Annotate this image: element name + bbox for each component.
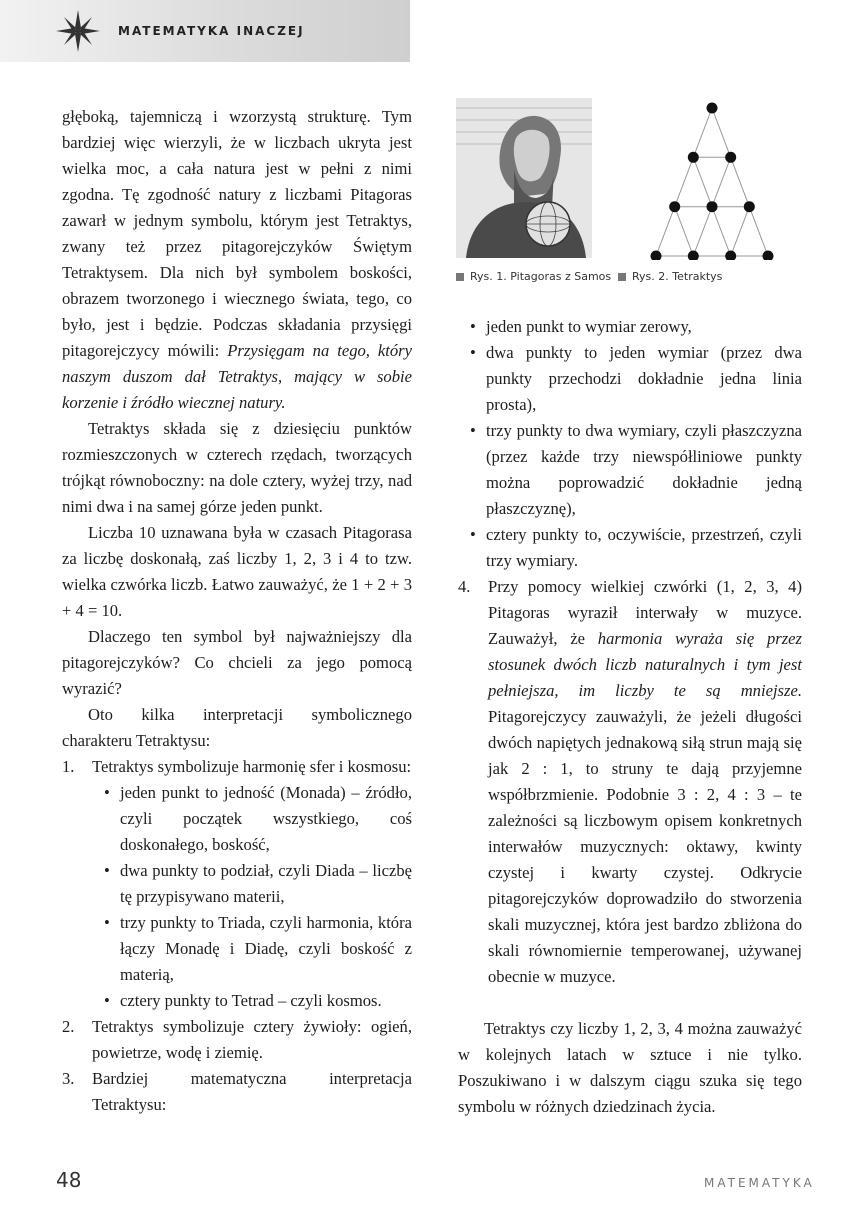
- list-number: 1.: [62, 757, 75, 776]
- tetraktys-point: [688, 152, 699, 163]
- bullet-item: • dwa punkty to jeden wymiar (przez dwa punkty przechodzi dokładnie jedna linia prosta),: [458, 340, 802, 418]
- list-item-4: [458, 574, 802, 990]
- caption-text: Rys. 1. Pitagoras z Samos: [470, 270, 612, 283]
- header-title: MATEMATYKA INACZEJ: [118, 24, 305, 38]
- list-item-text: [488, 574, 802, 990]
- tetraktys-point: [669, 201, 680, 212]
- bullet-text: cztery punkty to, oczywiście, przestrzeń, czyli trzy wymiary.: [486, 525, 802, 570]
- bullet-text: trzy punkty to Triada, czyli harmonia, która łączy Monadę i Diadę, czyli boskość z materią,: [120, 913, 412, 984]
- list-item-text: Bardziej matematyczna interpretacja Tetraktysu:: [92, 1069, 412, 1114]
- list-item-text: Tetraktys symbolizuje cztery żywioły: ogień, powietrze, wodę i ziemię.: [92, 1017, 412, 1062]
- tetraktys-point: [725, 152, 736, 163]
- list-item-3: [62, 1066, 412, 1118]
- bullet-text: jeden punkt to wymiar zerowy,: [486, 317, 692, 336]
- bullet-item: • jeden punkt to jedność (Monada) – źródło, czyli początek wszystkiego, coś doskonałego, boskość,: [92, 780, 412, 858]
- paragraph-structure: Tetraktys składa się z dziesięciu punktów rozmieszczonych w czterech rzędach, tworzących trójkąt równoboczny: na dole cztery, wyżej trzy, nad nimi dwa i na samej górze jeden punkt.: [62, 419, 412, 516]
- bullet-item: • cztery punkty to, oczywiście, przestrzeń, czyli trzy wymiary.: [458, 522, 802, 574]
- list-number: 2.: [62, 1017, 75, 1036]
- tetraktys-point: [725, 251, 736, 261]
- harmony-quote: harmonia wyraża się przez stosunek dwóch liczb naturalnych i tym jest pełniejsza, im liczby te są mniejsze.: [488, 629, 802, 700]
- list-item-2: [62, 1014, 412, 1066]
- paragraph-intro-text: głęboką, tajemniczą i wzorzystą strukturę. Tym bardziej więc wierzyli, że w liczbach ukryta jest wielka moc, a cała natura jest w pełni z nimi zgodna. Tę zgodność natury z liczbami Pitagoras zawarł w jednym symbolu, którym jest Tetraktys, zwany też przez pitagorejczyków Świętym Tetraktysem. Dla nich był symbolem boskości, obrazem tworzonego i wiecznego świata, tego, co było, jest i będzie. Podczas składania przysięgi pitagorejczycy mówili:: [62, 107, 412, 360]
- bullet-text: cztery punkty to Tetrad – czyli kosmos.: [120, 991, 382, 1010]
- running-header: [0, 0, 410, 62]
- bullet-text: dwa punkty to podział, czyli Diada – liczbę tę przypisywano materii,: [120, 861, 412, 906]
- music-text-b: Pitagorejczycy zauważyli, że jeżeli długości dwóch napiętych jednakową siłą strun mają się jak 2 : 1, to struny te dają przyjemne współbrzmienie. Podobnie 3 : 2, 4 : 3 – te zależności są liczbowym opisem konkretnych interwałów muzycznych: oktawy, kwinty czystej i kwarty czystej. Odkrycie pitagorejczyków doprowadziło do stworzenia skali muzycznej, która jest bardzo zbliżona do skali równomiernie temperowanej, używanej obecnie w muzyce.: [488, 707, 802, 986]
- list-item-1: [62, 754, 412, 1014]
- caption-text: Rys. 2. Tetraktys: [632, 270, 723, 283]
- tetraktys-point: [707, 103, 718, 114]
- figure-caption-1: [456, 270, 611, 283]
- music-text-a: Przy pomocy wielkiej czwórki (1, 2, 3, 4) Pitagoras wyraził interwały w muzyce. Zauważył, że: [488, 577, 802, 648]
- left-column: [62, 104, 412, 1118]
- paragraph-intro: [62, 104, 412, 416]
- list-item-text: Tetraktys symbolizuje harmonię sfer i kosmosu:: [92, 757, 412, 776]
- bullet-item: • jeden punkt to wymiar zerowy,: [458, 314, 802, 340]
- paragraph-closing: Tetraktys czy liczby 1, 2, 3, 4 można zauważyć w kolejnych latach w sztuce i nie tylko. Poszukiwano i w dalszym ciągu szuka się tego symbolu w różnych dziedzinach życia.: [458, 1019, 802, 1116]
- star-logo-icon: [50, 6, 106, 56]
- tetraktys-point: [688, 251, 699, 261]
- bullet-text: dwa punkty to jeden wymiar (przez dwa punkty przechodzi dokładnie jedna linia prosta),: [486, 343, 802, 414]
- caption-marker-icon: [618, 273, 626, 281]
- footer-section-label: MATEMATYKA: [704, 1176, 815, 1190]
- figure-caption-2: [618, 270, 722, 283]
- figures: [456, 98, 806, 298]
- bullet-item: • trzy punkty to dwa wymiary, czyli płaszczyzna (przez każde trzy niewspółliniowe punkty można poprowadzić dokładnie jedną płaszczyznę),: [458, 418, 802, 522]
- paragraph-question: Dlaczego ten symbol był najważniejszy dla pitagorejczyków? Co chcieli za jego pomocą wyrazić?: [62, 627, 412, 698]
- tetraktys-point: [707, 201, 718, 212]
- tetraktys-point: [744, 201, 755, 212]
- list-number: 3.: [62, 1069, 75, 1088]
- paragraph-number-ten: Liczba 10 uznawana była w czasach Pitagorasa za liczbę doskonałą, zaś liczby 1, 2, 3 i 4 to tzw. wielka czwórka liczb. Łatwo zauważyć, że 1 + 2 + 3 + 4 = 10.: [62, 523, 412, 620]
- tetraktys-point: [651, 251, 662, 261]
- right-column: [458, 314, 802, 1120]
- tetraktys-diagram: [632, 100, 792, 260]
- bullet-item: • dwa punkty to podział, czyli Diada – liczbę tę przypisywano materii,: [92, 858, 412, 910]
- list-number: 4.: [458, 577, 471, 596]
- oath-quote: Przysięgam na tego, który naszym duszom dał Tetraktys, mający w sobie korzenie i źródło wiecznej natury.: [62, 341, 413, 412]
- pythagoras-portrait-image: [456, 98, 592, 258]
- bullet-item: • trzy punkty to Triada, czyli harmonia, która łączy Monadę i Diadę, czyli boskość z materią,: [92, 910, 412, 988]
- tetraktys-point: [763, 251, 774, 261]
- paragraph-interpretations: Oto kilka interpretacji symbolicznego charakteru Tetraktysu:: [62, 705, 412, 750]
- bullet-text: jeden punkt to jedność (Monada) – źródło, czyli początek wszystkiego, coś doskonałego, boskość,: [120, 783, 412, 854]
- page-number: 48: [56, 1168, 82, 1192]
- caption-marker-icon: [456, 273, 464, 281]
- bullet-text: trzy punkty to dwa wymiary, czyli płaszczyzna (przez każde trzy niewspółliniowe punkty można poprowadzić dokładnie jedną płaszczyznę),: [486, 421, 802, 518]
- bullet-item: • cztery punkty to Tetrad – czyli kosmos.: [92, 988, 412, 1014]
